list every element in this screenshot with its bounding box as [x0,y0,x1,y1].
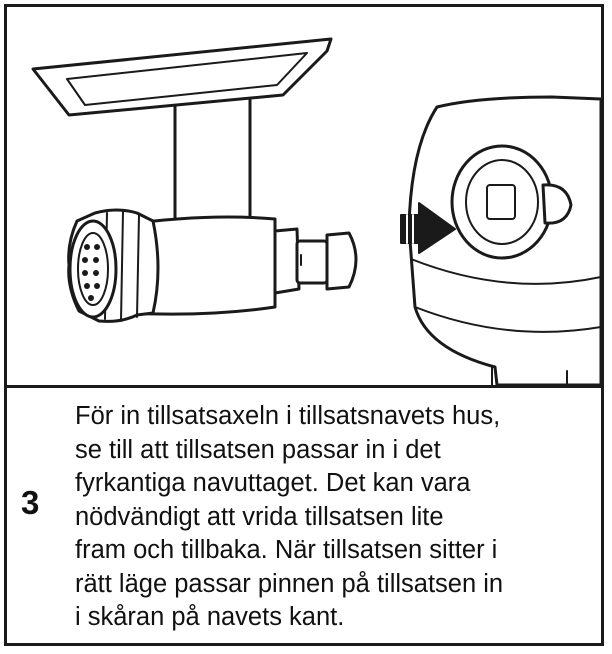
instruction-line: se till att tillsatsen passar in i det [75,435,441,464]
step-number: 3 [21,484,40,521]
instruction-line: rätt läge passar pinnen på tillsatsen in [75,569,504,598]
illustration-panel [7,7,601,388]
instruction-card [4,4,604,646]
meat-grinder-attachment [33,39,356,321]
instruction-line: fram och tillbaka. När tillsatsen sitter i [75,536,498,564]
instruction-line: fyrkantiga navuttaget. Det kan vara [75,469,471,497]
step-instruction-text [75,400,595,635]
assembly-illustration [7,7,601,385]
instruction-line: För in tillsatsaxeln i tillsatsnavets hus, [75,402,501,430]
instruction-line: nödvändigt att vrida tillsatsen lite [75,502,444,531]
step-row [7,388,601,643]
instruction-line: i skåran på navets kant. [75,603,345,631]
